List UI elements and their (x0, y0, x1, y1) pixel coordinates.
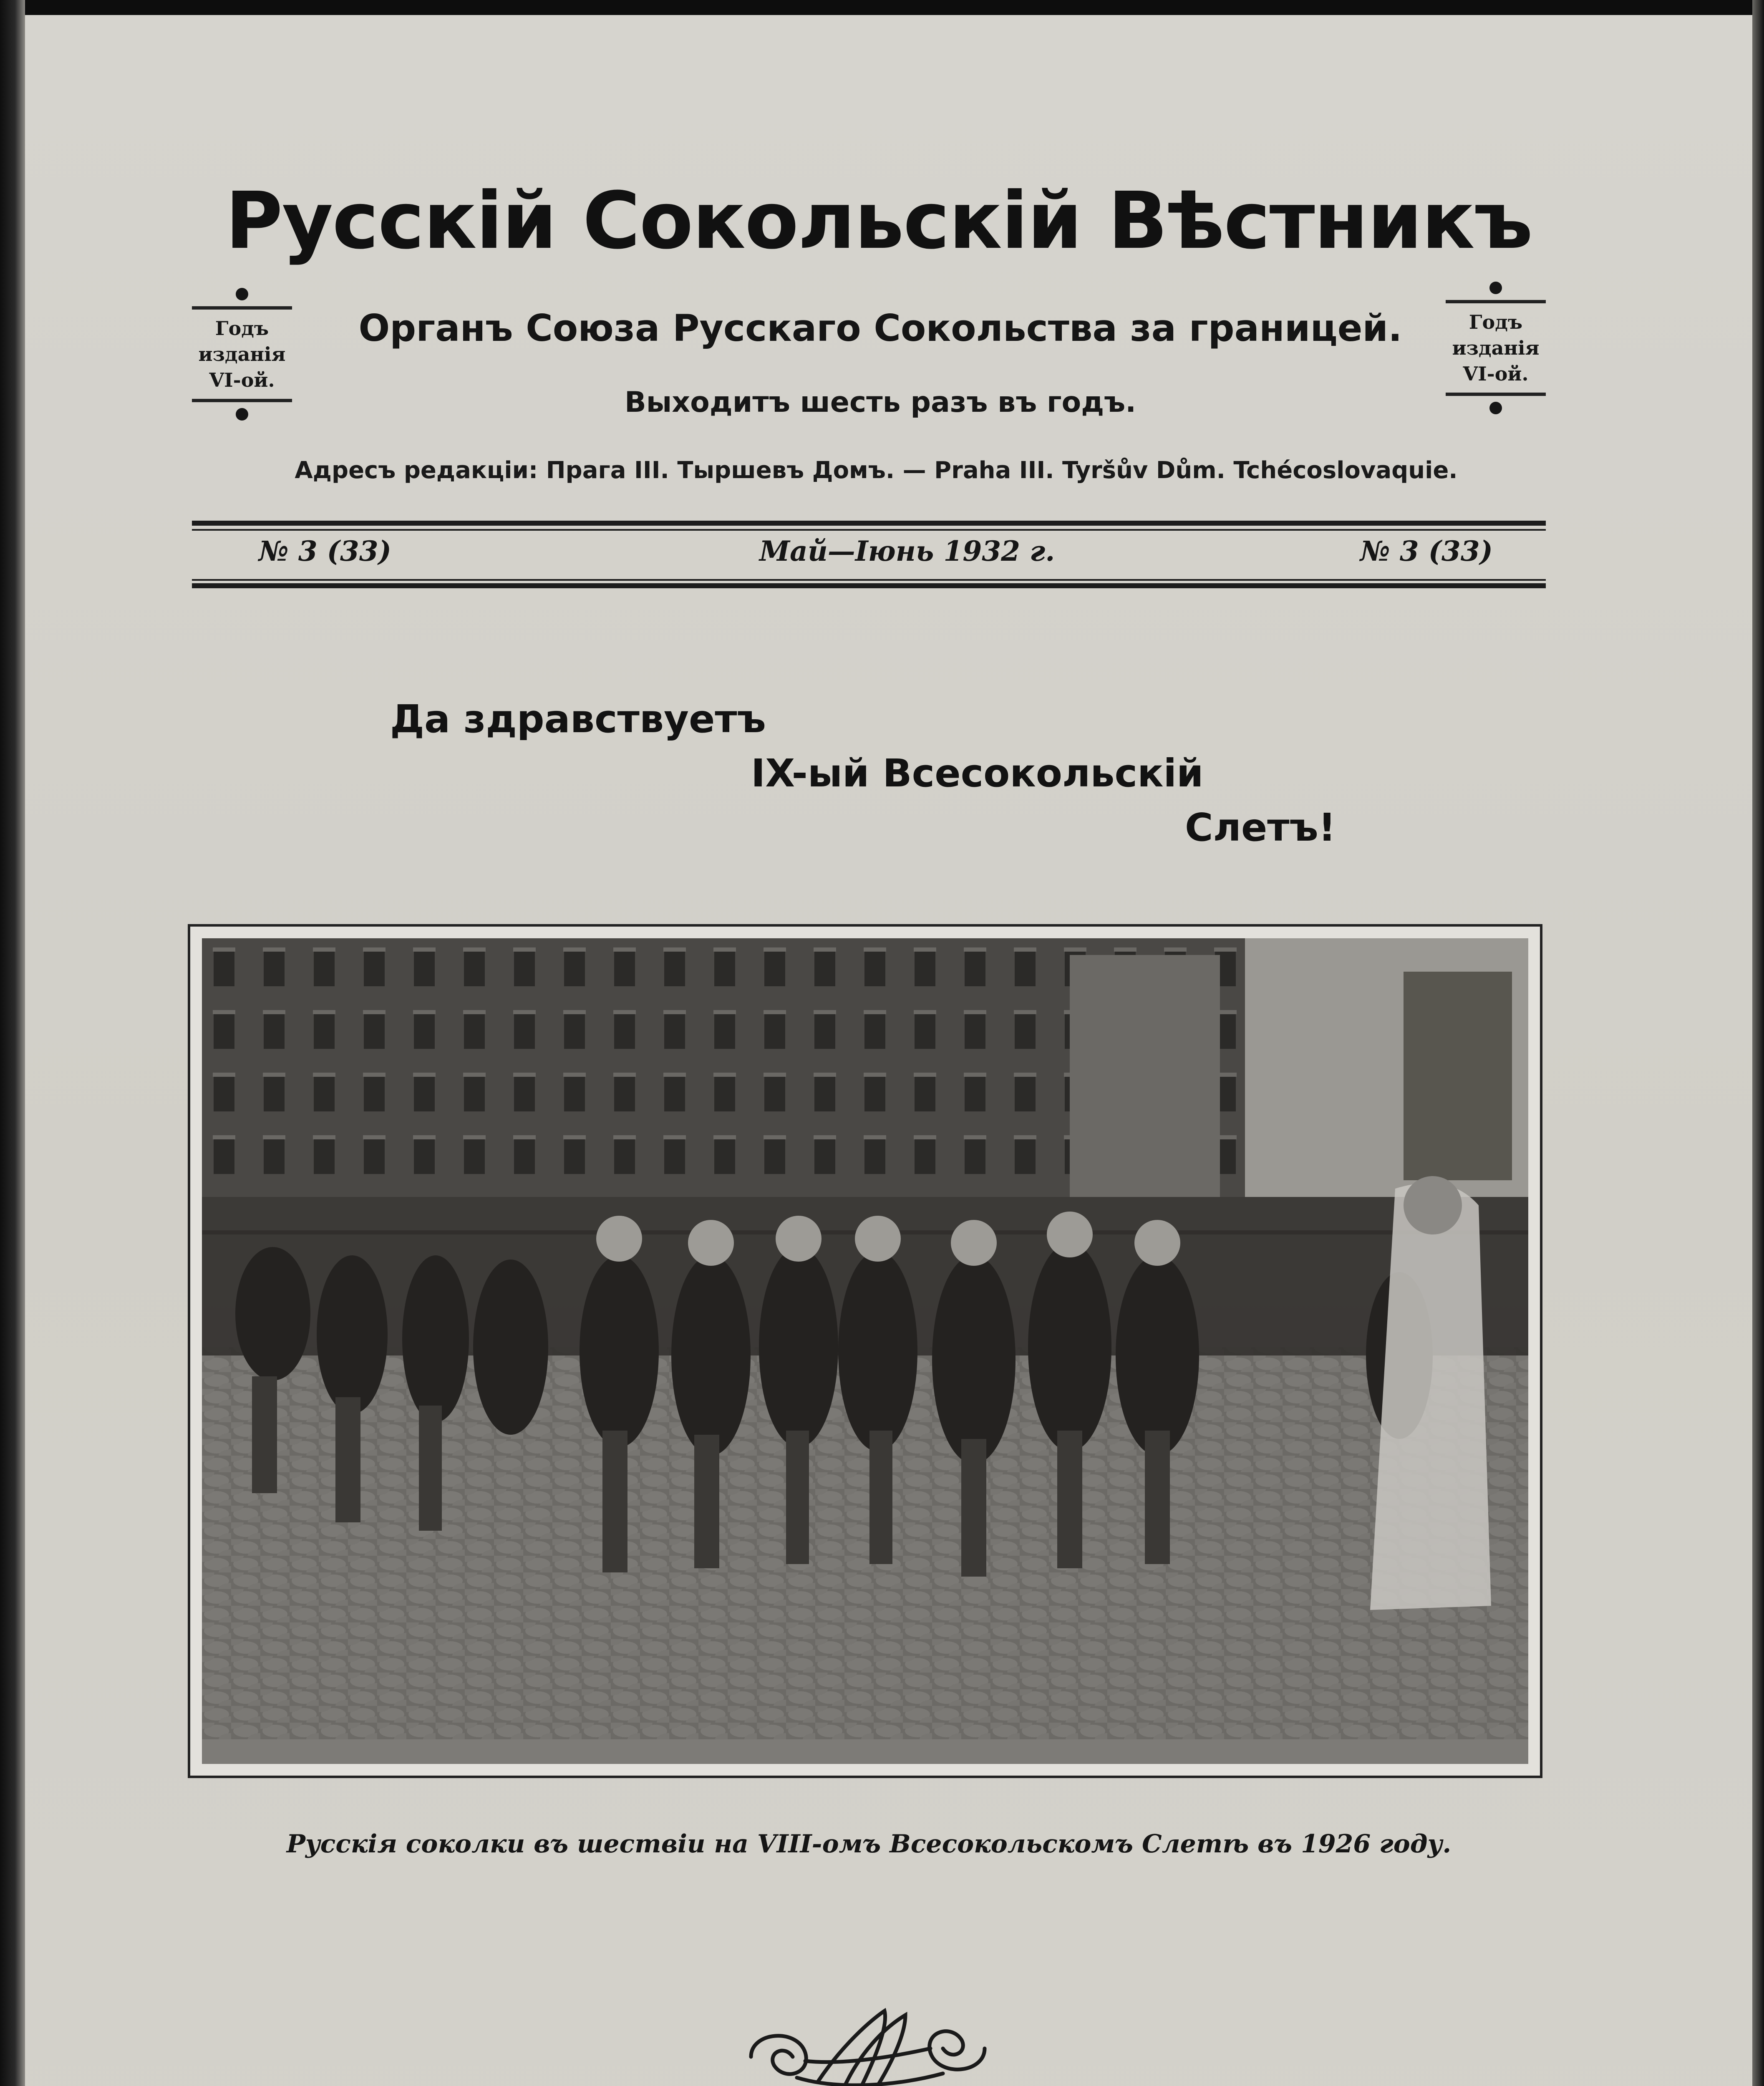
divider (192, 306, 292, 310)
publication-frequency: Выходитъ шесть разъ въ годъ. (624, 386, 1137, 419)
bullet-icon (1489, 402, 1502, 414)
masthead-subtitle: Органъ Союза Русскаго Сокольства за границей. (358, 307, 1402, 350)
scan-right-border (1752, 0, 1764, 2086)
divider (192, 399, 292, 402)
bullet-icon (236, 408, 248, 421)
masthead-title: Русскій Сокольскій Вѣстникъ (225, 175, 1532, 267)
scan-left-border (0, 0, 25, 2086)
divider (1446, 393, 1546, 396)
year-box-right (1446, 282, 1546, 414)
year-label: изданія (198, 343, 286, 365)
year-label: Годъ (1469, 311, 1523, 333)
divider (192, 579, 1546, 581)
slogan-line-1: Да здравствуетъ (390, 697, 766, 741)
issue-number-left: № 3 (33) (259, 535, 391, 567)
photo-caption: Русскія соколки въ шествіи на VIII-омъ Всесокольскомъ Слетѣ въ 1926 году. (286, 1829, 1452, 1859)
slogan-line-3: Слетъ! (1185, 805, 1336, 850)
divider (192, 521, 1546, 526)
year-label: Годъ (215, 317, 269, 340)
year-label: изданія (1452, 337, 1540, 359)
year-label: VI-ой. (209, 369, 275, 391)
bullet-icon (1489, 282, 1502, 294)
editorial-address: Адресъ редакціи: Прага III. Тыршевъ Домъ. — Praha III. Tyršův Dům. Tchécoslovaquie. (295, 457, 1458, 484)
scan-top-border (0, 0, 1764, 15)
slogan-line-2: IX-ый Всесокольскій (751, 751, 1204, 796)
year-label: VI-ой. (1463, 363, 1529, 385)
issue-date: Май—Іюнь 1932 г. (759, 535, 1055, 567)
divider (1446, 300, 1546, 303)
decorative-flourish-icon (734, 1994, 1001, 2086)
photo-frame (188, 924, 1542, 1778)
year-box-left (192, 288, 292, 421)
parade-photograph (202, 938, 1528, 1764)
bullet-icon (236, 288, 248, 300)
issue-number-right: № 3 (33) (1360, 535, 1493, 567)
divider (192, 583, 1546, 588)
